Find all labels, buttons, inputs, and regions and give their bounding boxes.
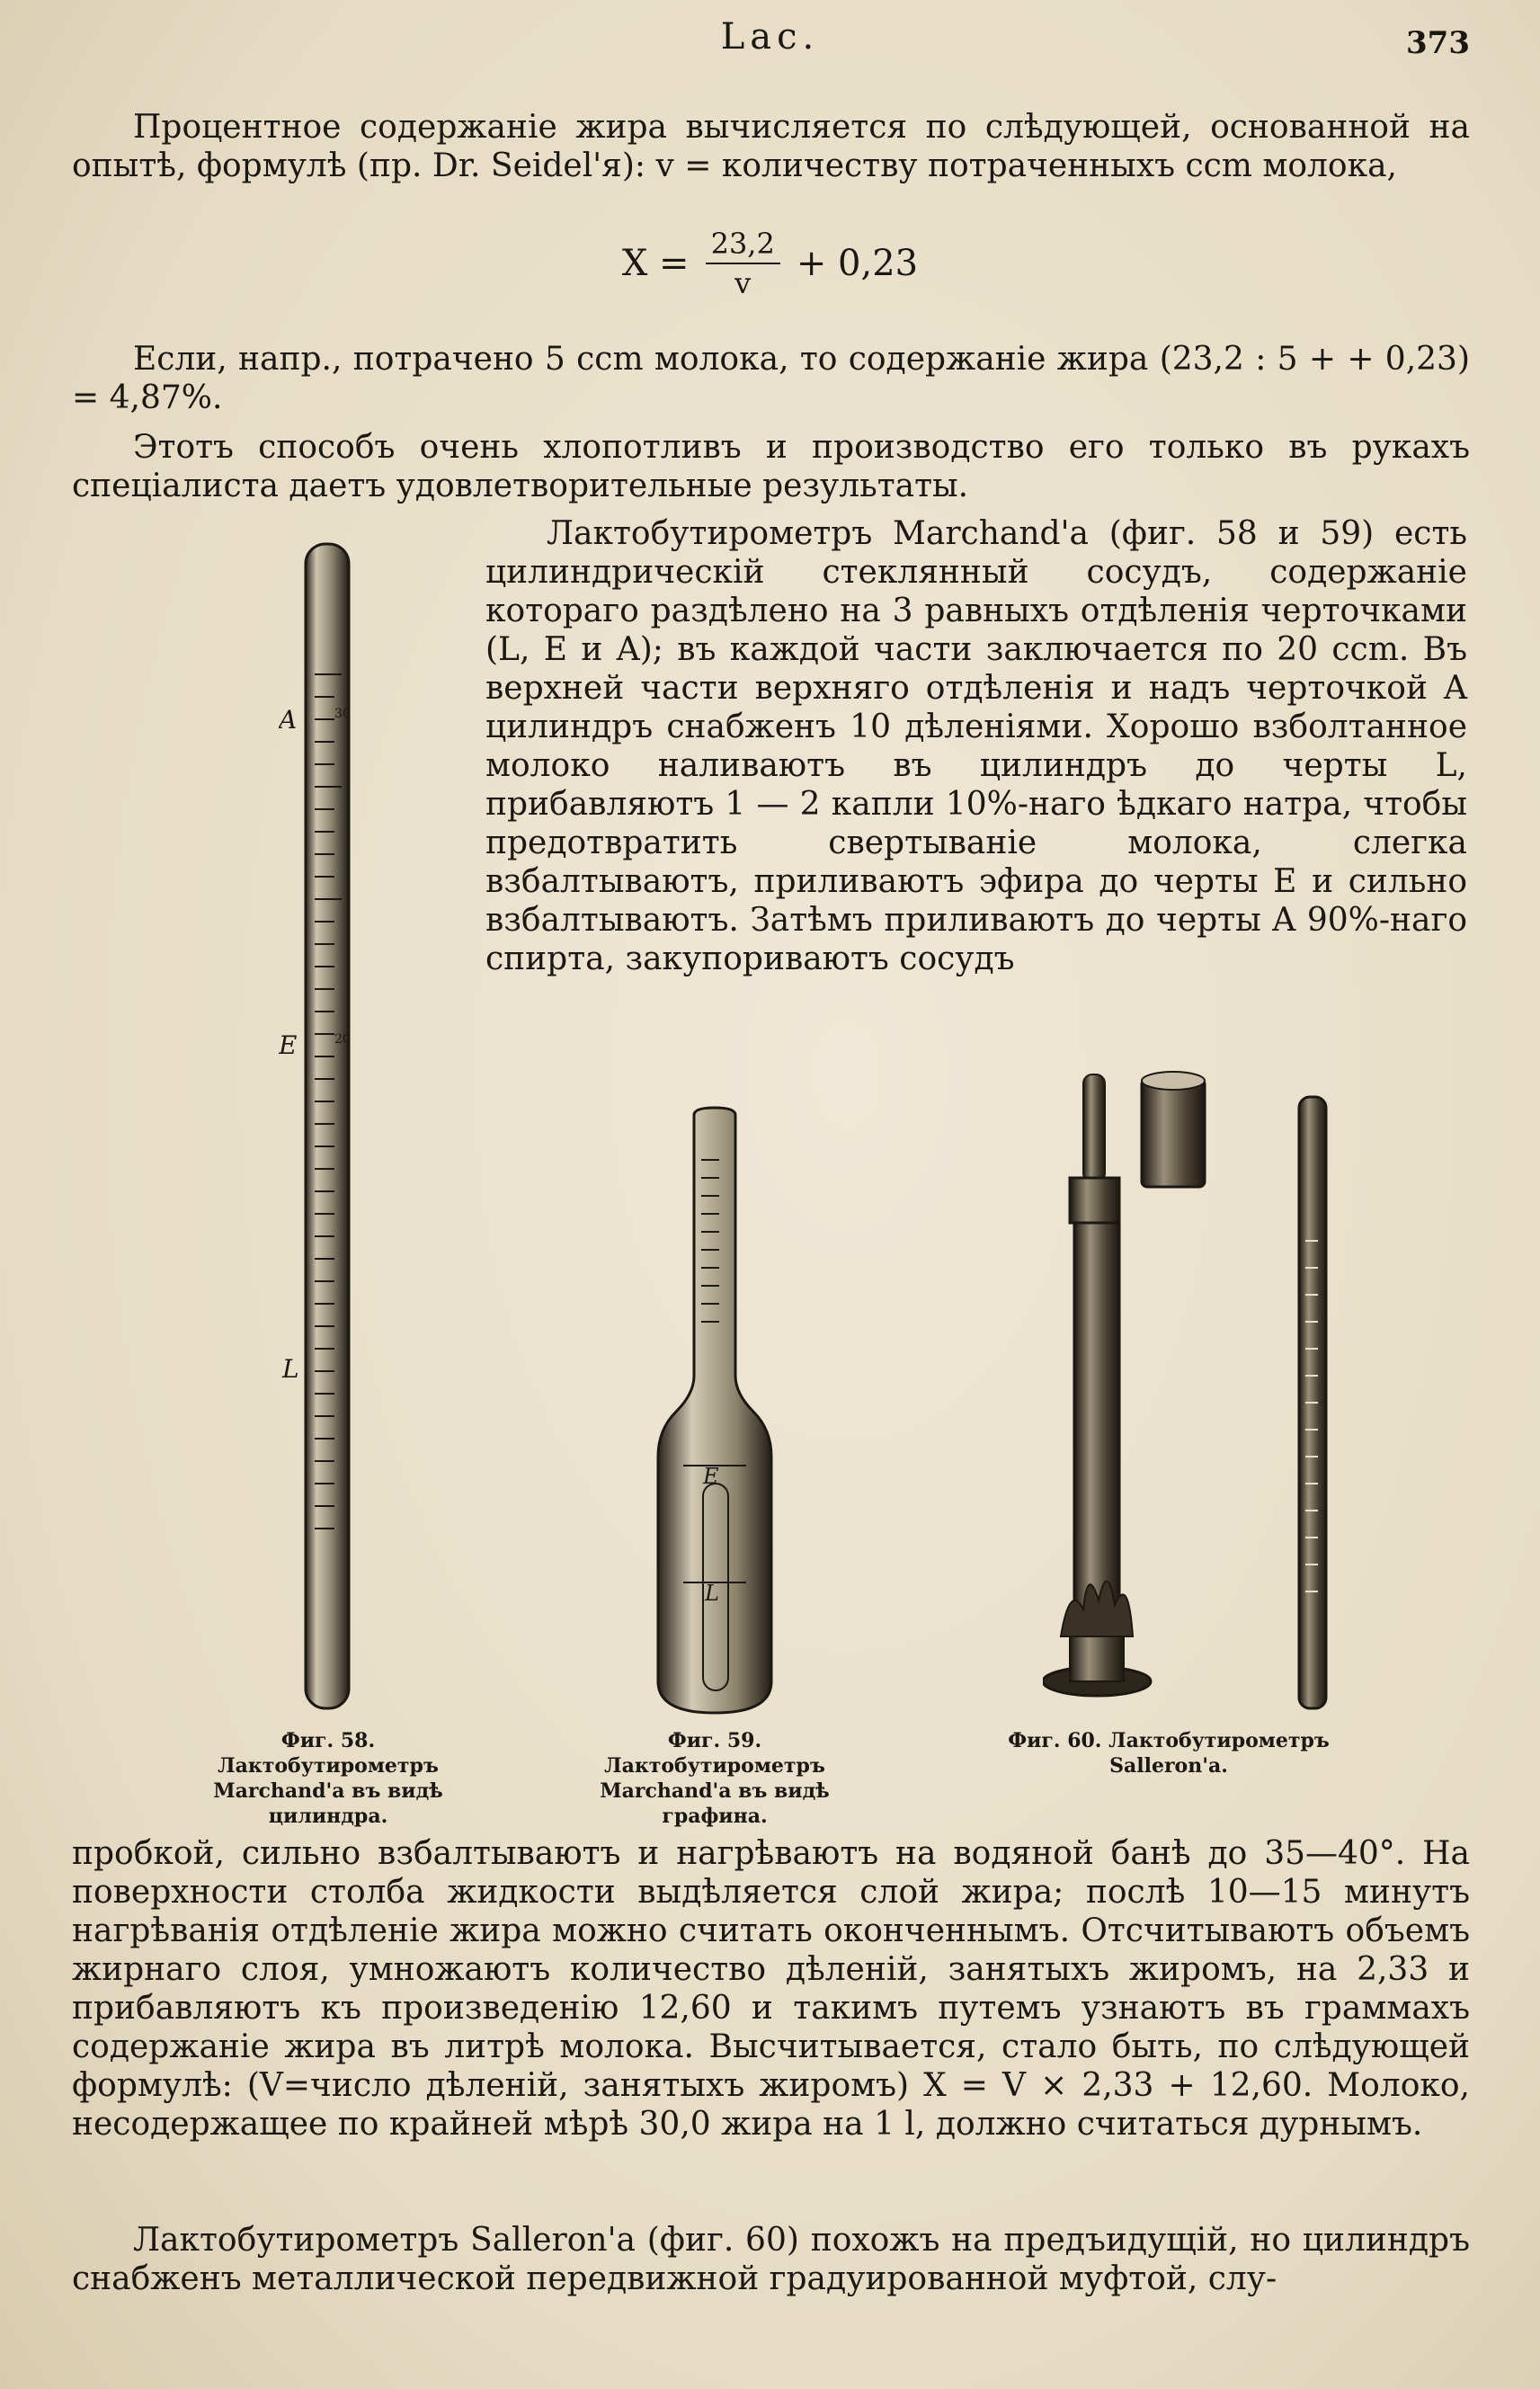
paragraph-4: Лактобутирометръ Marchand'а (фиг. 58 и 59) есть цилиндрическій стеклянный сосудъ, содержаніе котораго раздѣлено на 3 равныхъ отдѣленія черточками (L, E и A); въ каждой части заключается по 20 ccm. Въ верхней части верхняго отдѣленія и надъ черточкой A цилиндръ снабженъ 10 дѣленіями. Хорошо взболтанное молоко наливаютъ въ цилиндръ до черты L, прибавляютъ 1 — 2 капли 10%-наго ѣдкаго натра, чтобы предотвратить свертываніе молока, слегка взбалтываютъ, приливаютъ эфира до черты E и сильно взбалтываютъ. Затѣмъ приливаютъ до черты A 90%-наго спирта, закупориваютъ сосудъ [485,515,1467,977]
formula [0,227,1540,300]
figure-58-caption: Фиг. 58. Лактобутирометръ Marchand'а въ видѣ цилиндра. [213,1729,443,1828]
page-number: 373 [1406,25,1470,61]
fig58-label-e: E [279,1030,298,1060]
fig58-scale-20: 20 [334,1032,351,1047]
paragraph-6: Лактобутирометръ Salleron'а (фиг. 60) похожъ на предъидущій, но цилиндръ снабженъ металлической передвижной градуированной муфтой, слу- [72,2222,1470,2297]
paragraph-5: пробкой, сильно взбалтываютъ и нагрѣваютъ на водяной банѣ до 35—40°. На поверхности столба жидкости выдѣляется слой жира; послѣ 10—15 минутъ нагрѣванія отдѣленіе жира можно считать оконченнымъ. Отсчитываютъ объемъ жирнаго слоя, умножаютъ количество дѣленій, занятыхъ жиромъ, на 2,33 и прибавляютъ къ произведенію 12,60 и такимъ путемъ узнаютъ въ граммахъ содержаніе жира въ литрѣ молока. Высчитывается, стало быть, по слѣдующей формулѣ: (V=число дѣленій, занятыхъ жиромъ) X = V × 2,33 + 12,60. Молоко, несодержащее по крайней мѣрѣ 30,0 жира на 1 l, должно считаться дурнымъ. [72,1835,1470,2143]
fig59-label-e: E [703,1464,719,1489]
fig59-label-l: L [705,1581,719,1606]
formula-rhs: + 0,23 [796,243,919,284]
paragraph-2: Если, напр., потрачено 5 ccm молока, то содержаніе жира (23,2 : 5 + + 0,23) = 4,87%. [72,341,1470,416]
figure-59-flask [647,1106,782,1717]
paragraph-3: Этотъ способъ очень хлопотливъ и производство его только въ рукахъ спеціалиста даетъ удовлетворительные результаты. [72,429,1470,504]
figure-60-apparatus [1043,1061,1366,1726]
fig58-scale-30: 30 [334,707,351,721]
formula-numerator: 23,2 [706,227,780,264]
formula-lhs: X = [621,243,690,284]
formula-fraction [706,227,780,300]
figure-59-caption: Фиг. 59. Лактобутирометръ Marchand'а въ видѣ графина. [600,1729,830,1828]
formula-denominator: v [734,266,752,300]
figure-60-caption: Фиг. 60. Лактобутирометръ Salleron'а. [1008,1729,1330,1778]
running-header: Lac. [720,16,820,58]
fig58-label-l: L [282,1354,299,1384]
figure-58-cylinder [279,539,387,1717]
paragraph-1: Процентное содержаніе жира вычисляется по слѣдующей, основанной на опытѣ, формулѣ (пр. Dr. Seidel'я): v = количеству потраченныхъ ccm молока, [72,109,1470,184]
fig58-label-a: A [279,705,298,735]
